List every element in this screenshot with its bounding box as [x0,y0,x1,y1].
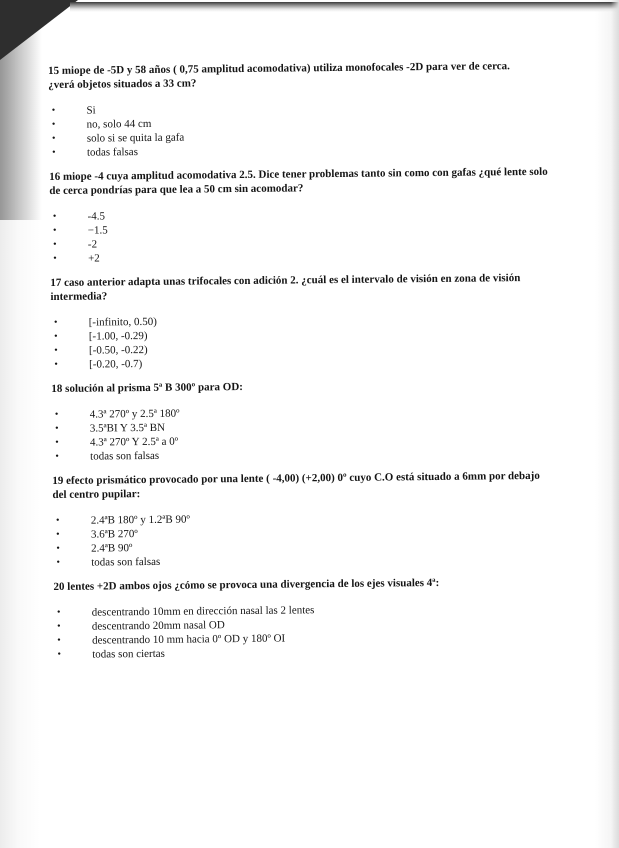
bullet-icon: • [51,132,56,144]
bullet-icon: • [56,528,60,540]
scan-shadow-top [70,2,619,12]
option-label: solo si se quita la gafa [86,131,185,145]
question-text: 20 lentes +2D ambos ojos ¿cómo se provoca una divergencia de los ejes visuales 4ª: [53,576,440,593]
bullet-icon: • [52,210,57,222]
options-list [48,99,549,160]
option-label: 2.4ªB 180º y 1.2ªB 90º [90,513,190,527]
options-list [54,601,555,662]
bullet-icon: • [55,436,59,448]
bullet-icon: • [55,450,59,462]
bullet-icon: • [53,316,58,328]
question-text: 19 efecto prismático provocado por una lente ( -4,00) (+2,00) 0º cuyo C.O está situado a 6mm por debajo del centro pupilar: [52,469,540,501]
bullet-icon: • [56,556,61,568]
option-label: -2 [87,238,98,251]
question-text: 16 miope -4 cuya amplitud acomodativa 2.5. Dice tener problemas tanto sin como con gafas ¿qué lente solo de cerca pondrías para que lea a 50 cm sin acomodar? [49,165,548,197]
bullet-icon: • [57,620,61,632]
option-label: 4.3ª 270º Y 2.5ª a 0º [89,435,179,449]
bullet-icon: • [53,238,57,250]
option-label: 2.4ªB 90º [91,542,133,555]
bullet-icon: • [54,408,59,420]
options-list [53,509,554,570]
bullet-icon: • [56,606,61,618]
option-label: descentrando 10 mm hacia 0º OD y 180º OI [91,632,286,647]
option-label: descentrando 20mm nasal OD [91,619,225,633]
question-text: 17 caso anterior adapta unas trifocales con adición 2. ¿cuál es el intervalo de visión en zona de visión intermedia? [50,272,521,303]
option-label: descentrando 10mm en dirección nasal las 2 lentes [91,604,315,619]
option-label: todas falsas [86,146,139,159]
bullet-icon: • [51,104,56,116]
question-text [48,59,548,92]
option-label: -4.5 [87,210,106,223]
scan-shadow-right [611,0,619,848]
option-label: 3.5ªBI Y 3.5ª BN [89,421,166,435]
option-label: 3.6ªB 270º [90,528,138,541]
option-label: Si [86,104,96,117]
bullet-icon: • [52,146,56,158]
bullet-icon: • [52,224,57,236]
bullet-icon: • [53,252,57,264]
option-label: todas son falsas [91,555,161,569]
option-label: 4.3ª 270º y 2.5ª 180º [89,407,180,421]
bullet-icon: • [56,542,60,554]
options-list [52,403,553,464]
question-statement: 15 miope de -5D y 58 años ( 0,75 amplitud acomodativa) utiliza monofocales -2D para ver de cerca. [48,60,510,77]
option-label: todas son falsas [90,449,160,463]
option-label: [-0.20, -0.7) [89,358,143,371]
options-list [51,311,552,372]
bullet-icon: • [54,330,58,342]
option-label: no, solo 44 cm [86,117,152,131]
question-text: 18 solución al prisma 5ª B 300º para OD: [51,380,243,395]
question-16 [49,165,550,266]
question-15 [48,59,549,160]
question-17 [50,271,551,372]
option-label: [-1.00, -0.29) [88,329,148,343]
question-18 [51,377,552,464]
question-20 [53,575,554,662]
bullet-icon: • [51,118,56,130]
bullet-icon: • [54,422,59,434]
bullet-icon: • [57,634,61,646]
option-label: [-0.50, -0.22) [88,343,148,357]
option-label: −1.5 [87,224,108,237]
bullet-icon: • [54,344,58,356]
option-label: todas son ciertas [92,647,165,661]
bullet-icon: • [54,358,58,370]
question-list [48,59,554,672]
options-list [50,205,551,266]
option-label: +2 [87,252,100,265]
bullet-icon: • [55,514,60,526]
scan-shadow-corner [0,0,78,60]
option-label: [-infinito, 0.50) [88,315,157,329]
question-prompt: ¿verá objetos situados a 33 cm? [48,77,197,91]
bullet-icon: • [57,648,61,660]
question-19 [52,469,553,570]
